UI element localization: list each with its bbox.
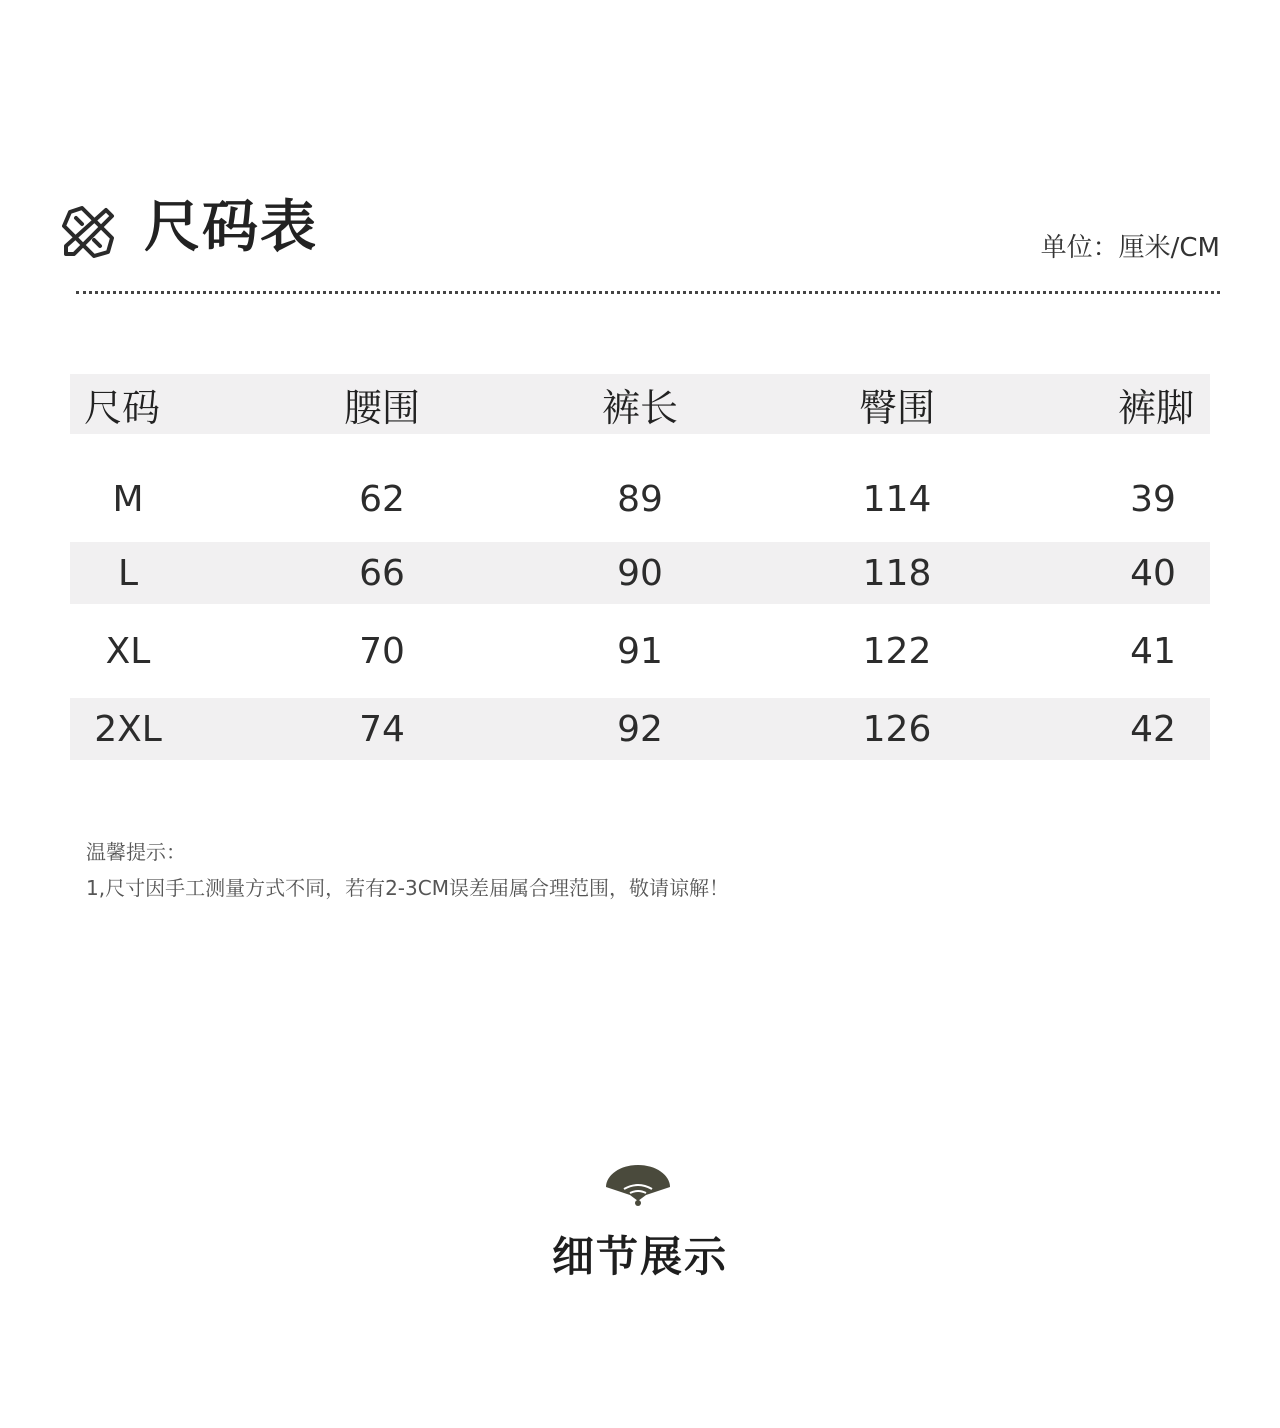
- notes: [86, 834, 729, 906]
- column-header: 裤脚: [1117, 385, 1194, 430]
- table-cell: 42: [1130, 708, 1176, 750]
- table-cell: 126: [862, 708, 932, 750]
- table-cell: 62: [359, 478, 405, 520]
- column-header: 裤长: [601, 385, 678, 430]
- table-cell: 74: [359, 708, 405, 750]
- column-header: 腰围: [343, 385, 420, 430]
- table-cell: 91: [617, 630, 663, 672]
- size-table: [70, 374, 1210, 760]
- table-spacer: [70, 434, 1210, 468]
- fan-icon: [602, 1165, 674, 1213]
- table-spacer: [70, 682, 1210, 698]
- table-cell: 39: [1130, 478, 1176, 520]
- section-title: 细节展示: [551, 1232, 728, 1281]
- table-cell: 90: [617, 552, 663, 594]
- table-row: [70, 620, 1210, 682]
- column-header: 尺码: [84, 385, 161, 430]
- notes-heading: 温馨提示：: [86, 840, 186, 864]
- table-cell: 70: [359, 630, 405, 672]
- table-row: [70, 468, 1210, 530]
- page-title: 尺码表: [144, 195, 318, 260]
- column-header: 臀围: [858, 385, 935, 430]
- unit-label: 单位：厘米/CM: [1040, 233, 1220, 263]
- size-chart-header: [60, 190, 1220, 270]
- dotted-divider: [76, 291, 1220, 294]
- table-cell: 66: [359, 552, 405, 594]
- table-cell: 2XL: [94, 708, 162, 750]
- table-row: [70, 542, 1210, 604]
- table-spacer: [70, 530, 1210, 542]
- table-cell: 40: [1130, 552, 1176, 594]
- ruler-pencil-icon: [60, 204, 116, 260]
- table-row: [70, 698, 1210, 760]
- table-cell: 41: [1130, 630, 1176, 672]
- table-cell: 92: [617, 708, 663, 750]
- notes-line: 1,尺寸因手工测量方式不同，若有2-3CM误差届属合理范围，敬请谅解！: [86, 876, 729, 900]
- table-spacer: [70, 604, 1210, 620]
- table-cell: 122: [862, 630, 932, 672]
- table-cell: M: [112, 478, 144, 520]
- table-header-row: [70, 374, 1210, 434]
- table-cell: 89: [617, 478, 663, 520]
- table-cell: XL: [105, 630, 151, 672]
- table-cell: L: [117, 552, 139, 594]
- table-cell: 114: [862, 478, 932, 520]
- table-cell: 118: [862, 552, 932, 594]
